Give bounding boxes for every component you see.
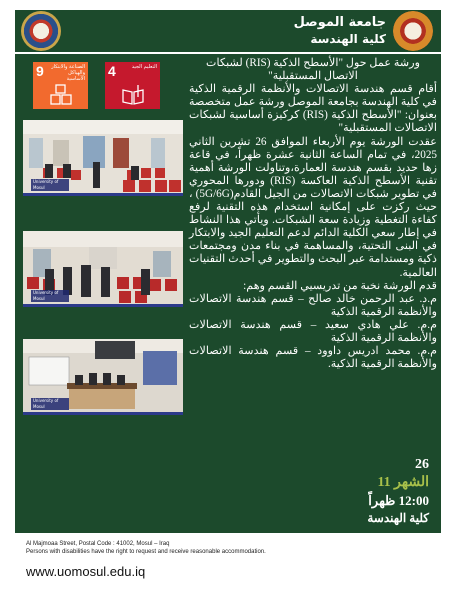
sdg-number: 4 <box>108 63 116 79</box>
content-panel <box>15 54 441 533</box>
event-day: 26 <box>415 457 429 472</box>
faculty-name: كلية الهندسة <box>310 32 386 46</box>
article-text <box>189 57 437 371</box>
sdg-number: 9 <box>36 63 44 79</box>
header-banner <box>15 10 441 52</box>
sdg-label: التعليم الجيد <box>131 64 157 70</box>
workshop-photo-attendees <box>23 231 183 307</box>
article-intro: أقام قسم هندسة الاتصالات والأنظمة الرقمية الذكية في كلية الهندسة بجامعة الموصل ورشة عمل متخصصة بعنوان: "الأسطح الذكية (RIS) كركيزة أساسية لشبكات الاتصالات المستقبلية" <box>189 83 437 135</box>
photo-band <box>23 304 183 307</box>
footer-address: Al Majmoaa Street, Postal Code : 41002, Mosul – Iraq <box>26 541 170 547</box>
presenter-item: م.م. محمد ادريس داوود – قسم هندسة الاتصالات والأنظمة الرقمية الذكية. <box>189 345 437 371</box>
photo-watermark: University of Mosul <box>31 179 69 191</box>
university-logo <box>393 11 433 51</box>
header-titles <box>294 14 386 48</box>
sdg-9-badge <box>33 62 88 109</box>
presenter-item: م.د. عبد الرحمن خالد صالح – قسم هندسة الاتصالات والأنظمة الرقمية الذكية <box>189 292 437 318</box>
university-name: جامعة الموصل <box>293 15 386 30</box>
article-details: عقدت الورشة يوم الأربعاء الموافق 26 تشرين الثاني 2025، في تمام الساعة الثانية عشرة ظهراً، في قاعة زها حديد بقسم هندسة العمارة،وتناولت الورشة أهمية تقنية الأسطح الذكية العاكسة (RIS) ودورها المحوري في تطوير شبكات الاتصالات من الجيل القادم(5G/6G) ، حيث ركزت على إمكانية استخدام هذه التقنية لرفع كفاءة التغطية وزيادة سعة الشبكات. ويأتي هذا النشاط في إطار سعي الكلية الدائم لدعم التعليم الجيد والابتكار في البنى التحتية، والمساهمة في بناء مدن ومجتمعات ذكية ومستدامة عبر البحث والتطوير في أحدث التقنيات العالمية. <box>189 135 437 279</box>
footer-website-link[interactable]: www.uomosul.edu.iq <box>26 564 146 579</box>
photo-watermark: University of Mosul <box>31 398 69 410</box>
workshop-photo-audience <box>23 120 183 196</box>
photo-watermark: University of Mosul <box>31 290 69 302</box>
photo-band <box>23 193 183 196</box>
photo-band <box>23 412 183 415</box>
workshop-photo-presentation <box>23 339 183 415</box>
event-date-block <box>367 456 429 526</box>
book-pencil-icon <box>121 84 145 106</box>
sdg-4-badge <box>105 62 160 109</box>
faculty-logo <box>21 11 61 51</box>
cubes-icon <box>49 84 73 106</box>
footer <box>26 540 446 580</box>
event-month: الشهر 11 <box>377 475 429 490</box>
event-time: 12:00 ظهراً <box>368 493 429 508</box>
article-presenters-heading: قدم الورشة نخبة من تدريسيي القسم وهم: <box>243 279 437 292</box>
sdg-label: الصناعة والابتكار والهياكل الأساسية <box>51 64 85 82</box>
presenter-item: م.م. علي هادي سعيد – قسم هندسة الاتصالات والأنظمة الرقمية الذكية <box>189 318 437 344</box>
footer-accessibility-note: Persons with disabilities have the right to request and receive reasonable accommodation. <box>26 549 266 555</box>
article-title: ورشة عمل حول "الأسطح الذكية (RIS) لشبكات الاتصال المستقبلية" <box>205 57 421 83</box>
event-place: كلية الهندسة <box>367 511 429 525</box>
